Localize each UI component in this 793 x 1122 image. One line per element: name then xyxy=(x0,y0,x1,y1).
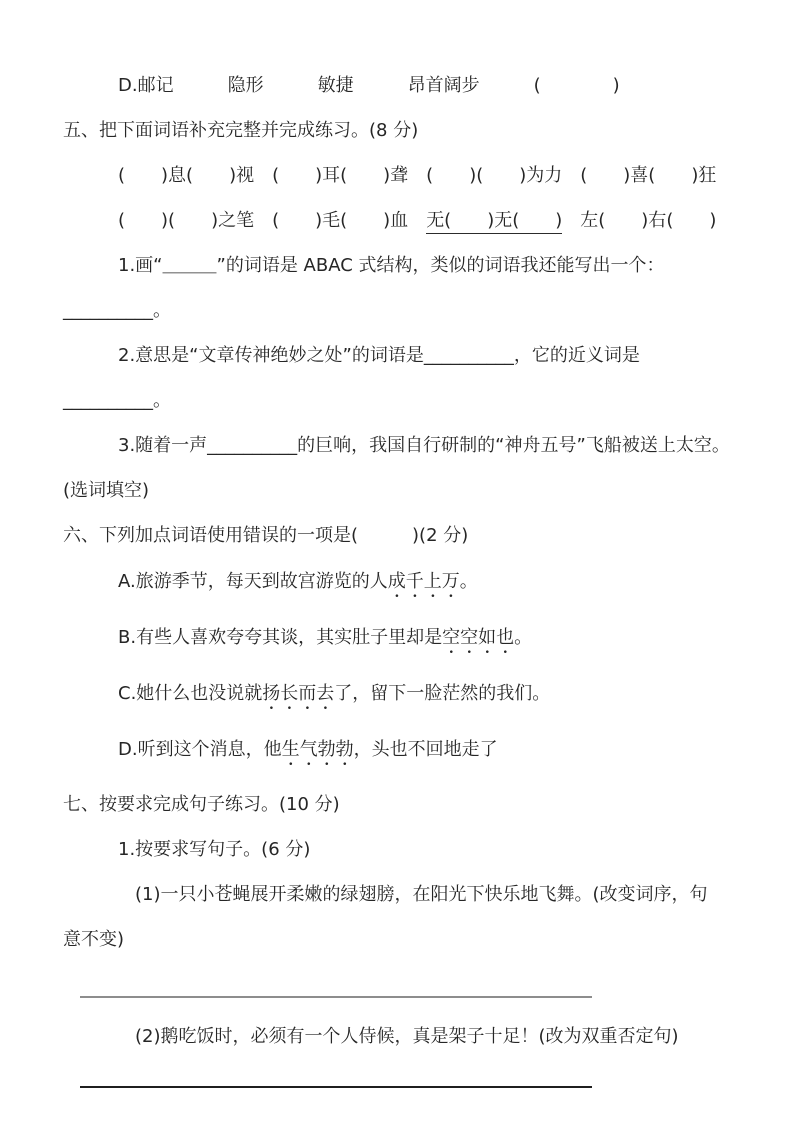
section5-q1-line1: 1.画“＿＿＿”的词语是 ABAC 式结构，类似的词语我还能写出一个： xyxy=(118,255,665,276)
option-a-pre: A.旅游季节，每天到故宫游览的人 xyxy=(118,571,388,592)
option-c-post: 了，留下一脸茫然的我们。 xyxy=(334,683,551,704)
option-d-emphasized-idiom: 生气勃勃 xyxy=(281,739,354,760)
fill-row2-underlined-blank: 无( )无( ) xyxy=(426,210,562,234)
question4-option-d: D.邮记 隐形 敏捷 昂首阔步 ( ) xyxy=(118,75,620,96)
answer-line-1 xyxy=(80,996,592,998)
answer-line-2 xyxy=(80,1086,592,1088)
section6-heading: 六、下列加点词语使用错误的一项是( )(2 分) xyxy=(63,525,469,546)
section6-option-b xyxy=(63,627,735,658)
option-c-pre: C.她什么也没说就 xyxy=(118,683,263,704)
option-a-emphasized-idiom: 成千上万 xyxy=(387,571,460,592)
option-b-emphasized-idiom: 空空如也 xyxy=(442,627,515,648)
option-d-post: ，头也不回地走了 xyxy=(353,739,498,760)
section5-q2-answer-blank: __________。 xyxy=(63,390,171,411)
section7-q1-line1: (1)一只小苍蝇展开柔嫩的绿翅膀，在阳光下快乐地飞舞。(改变词序，句 xyxy=(135,884,708,905)
section5-q2-line1: 2.意思是“文章传神绝妙之处”的词语是__________，它的近义词是 xyxy=(118,345,640,366)
section5-word-choice-note: (选词填空) xyxy=(63,480,150,501)
fill-row2-post: 左( )右( ) xyxy=(562,210,717,231)
option-b-pre: B.有些人喜欢夸夸其谈，其实肚子里却是 xyxy=(118,627,443,648)
section7-heading: 七、按要求完成句子练习。(10 分) xyxy=(63,794,340,815)
option-d-pre: D.听到这个消息，他 xyxy=(118,739,282,760)
section6-option-d xyxy=(63,739,735,770)
option-c-emphasized-idiom: 扬长而去 xyxy=(262,683,335,704)
section6-option-c xyxy=(63,683,735,714)
section5-q1-answer-blank: __________。 xyxy=(63,300,171,321)
section6-option-a xyxy=(63,571,735,602)
section5-fill-row-1: ( )息( )视 ( )耳( )聋 ( )( )为力 ( )喜( )狂 xyxy=(118,165,717,186)
section7-q2: (2)鹅吃饭时，必须有一个人侍候，真是架子十足！(改为双重否定句) xyxy=(135,1026,679,1047)
section5-q3: 3.随着一声__________的巨响，我国自行研制的“神舟五号”飞船被送上太空。 xyxy=(118,435,730,456)
section7-q1-line2: 意不变) xyxy=(63,929,125,950)
section7-sub1-heading: 1.按要求写句子。(6 分) xyxy=(118,839,311,860)
section5-heading: 五、把下面词语补充完整并完成练习。(8 分) xyxy=(63,120,419,141)
option-a-post: 。 xyxy=(459,571,478,592)
option-b-post: 。 xyxy=(514,627,533,648)
section5-fill-row-2 xyxy=(63,211,735,231)
fill-row2-pre: ( )( )之笔 ( )毛( )血 xyxy=(118,210,427,231)
